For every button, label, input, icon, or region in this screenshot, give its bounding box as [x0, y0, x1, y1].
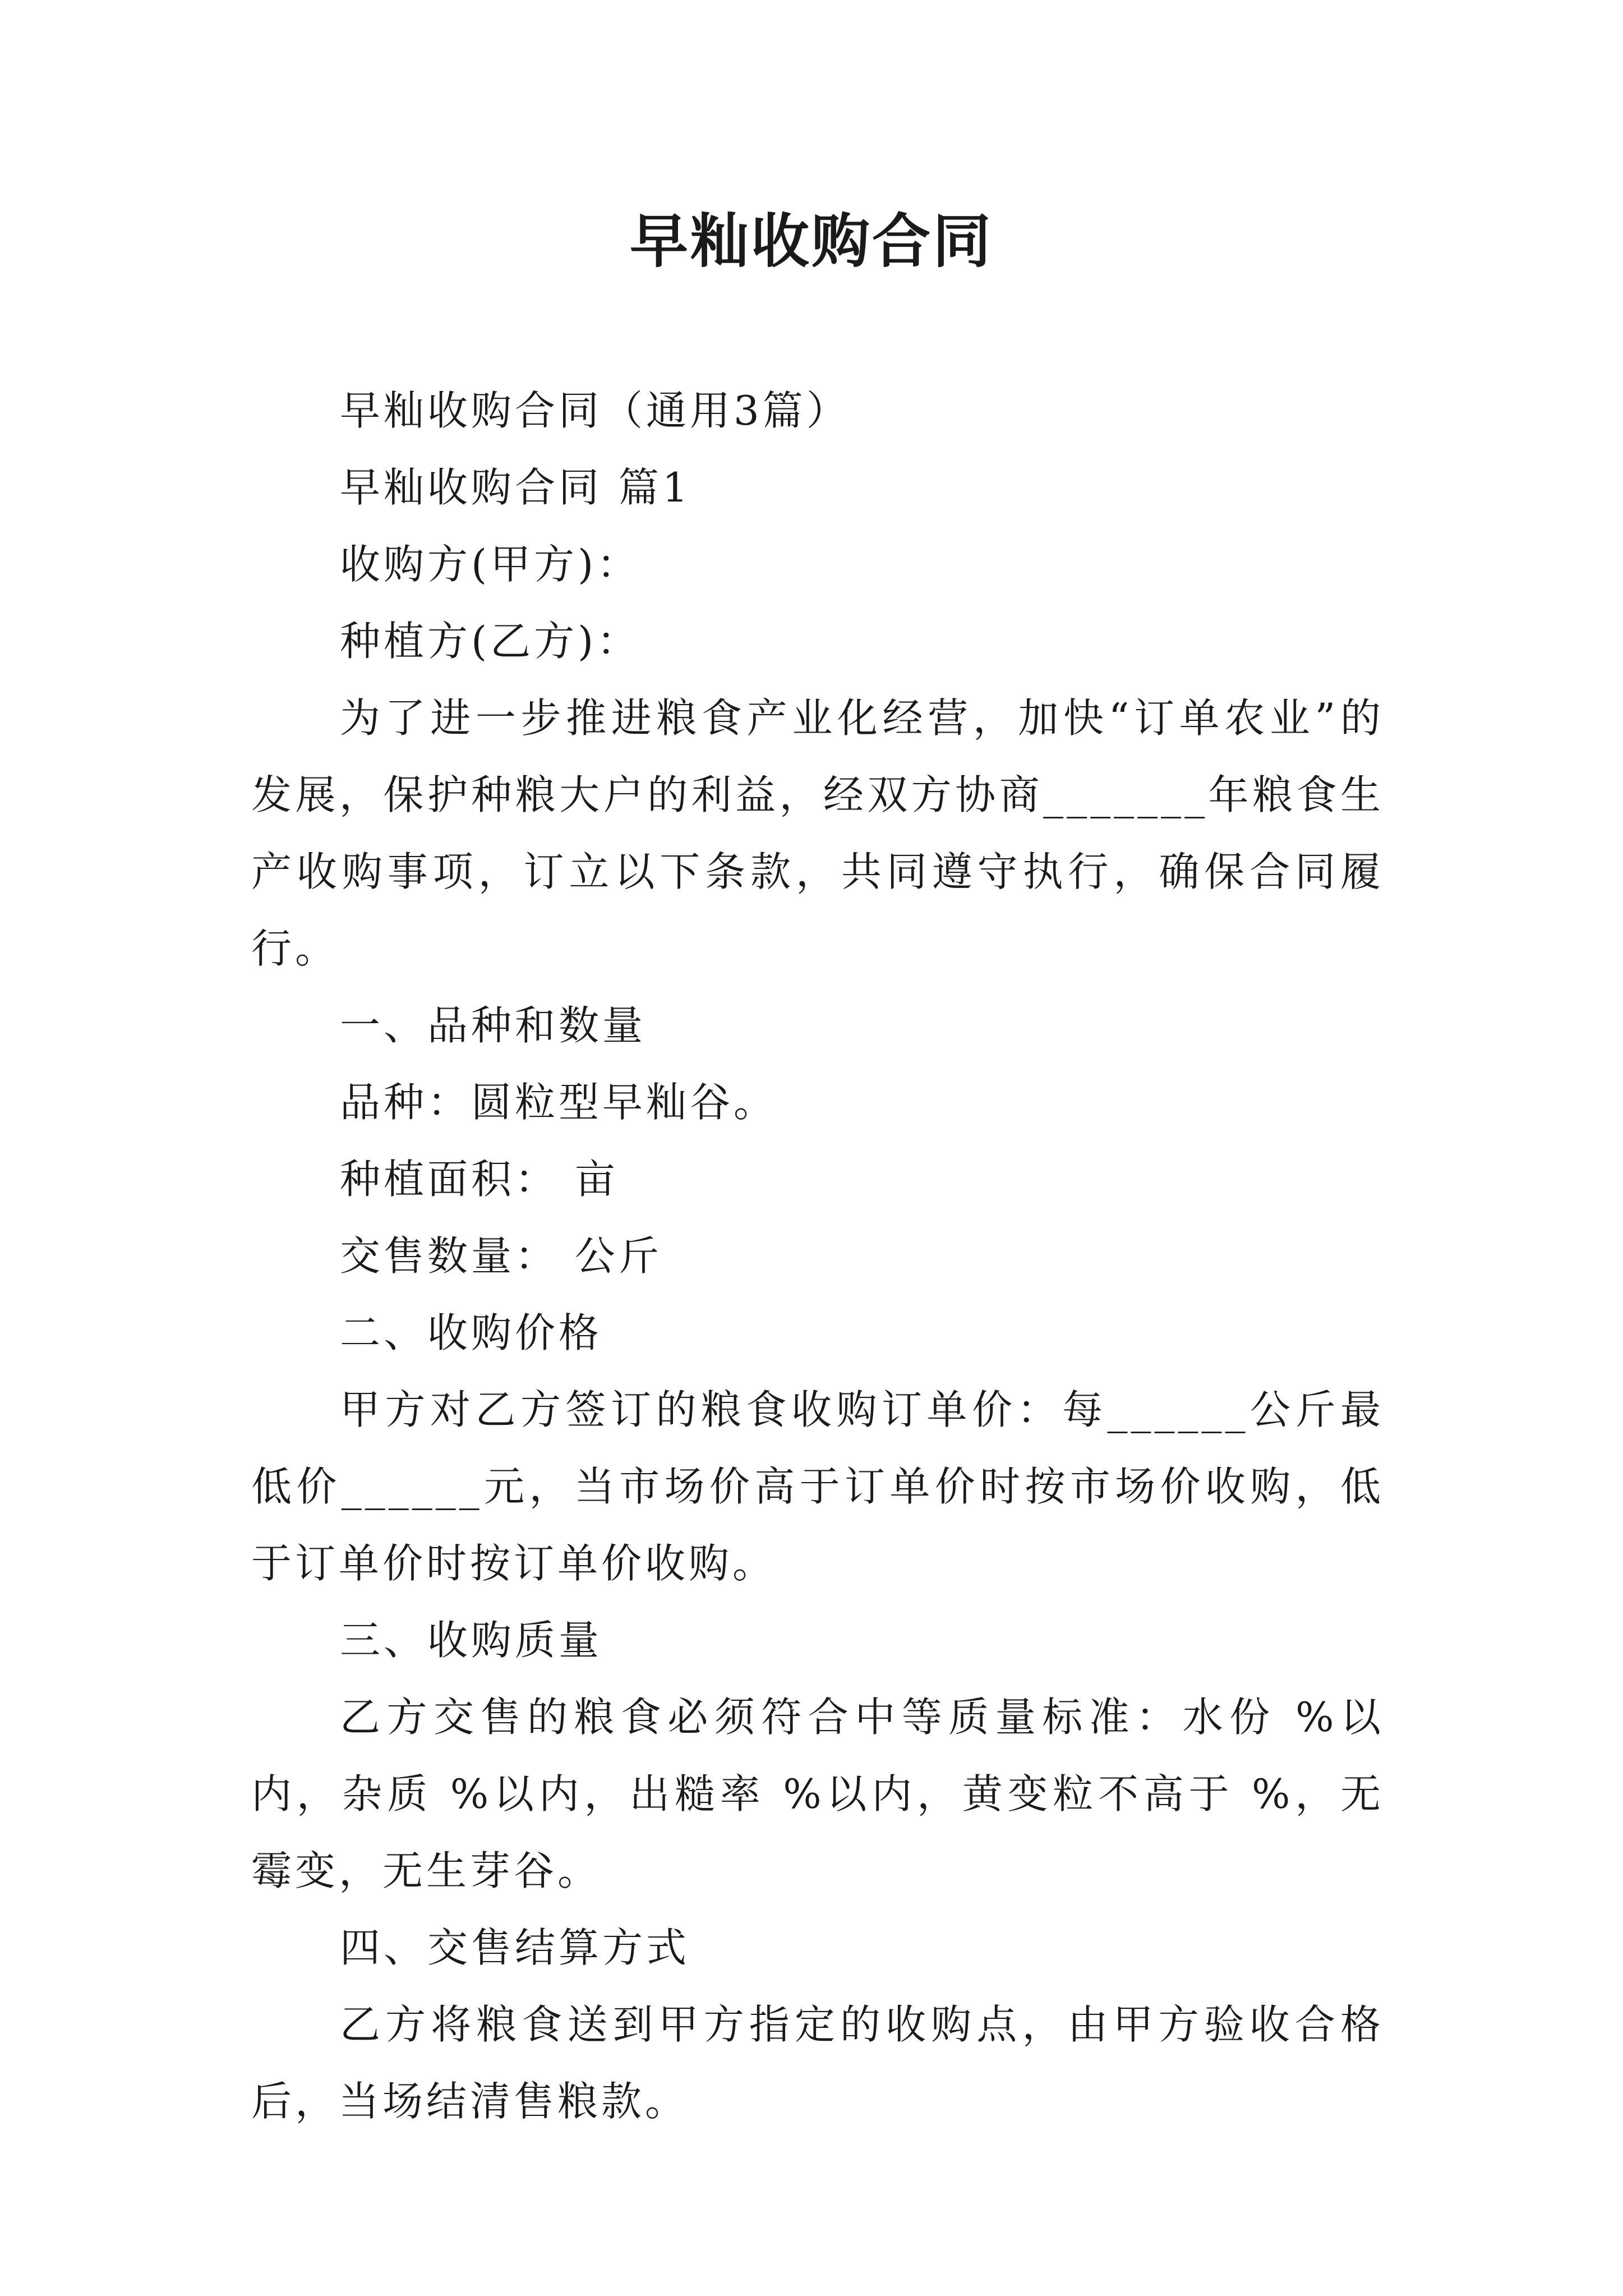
preamble-paragraph: 为了进一步推进粮食产业化经营，加快“订单农业”的发展，保护种粮大户的利益，经双方协商_______年粮食生产收购事项，订立以下条款，共同遵守执行，确保合同履行。	[251, 694, 1384, 972]
quality-paragraph: 乙方交售的粮食必须符合中等质量标准：水份 %以内，杂质 %以内，出糙率 %以内，黄变粒不高于 %，无霉变，无生芽谷。	[251, 1694, 1384, 1894]
sale-quantity-line: 交售数量： 公斤	[340, 1232, 662, 1280]
document-body	[251, 372, 1384, 2140]
party-a-line: 收购方(甲方)：	[340, 541, 641, 588]
document-title: 早籼收购合同	[629, 206, 993, 275]
settlement-paragraph: 乙方将粮食送到甲方指定的收购点，由甲方验收合格后，当场结清售粮款。	[251, 2001, 1384, 2125]
clause-heading-price: 二、收购价格	[340, 1309, 603, 1356]
section-heading-part1: 早籼收购合同 篇1	[340, 464, 691, 511]
planting-area-line: 种植面积： 亩	[340, 1156, 619, 1203]
subtitle-general: 早籼收购合同（通用3篇）	[340, 387, 850, 434]
variety-line: 品种：圆粒型早籼谷。	[340, 1079, 778, 1126]
party-b-line: 种植方(乙方)：	[340, 618, 641, 665]
price-paragraph: 甲方对乙方签订的粮食收购订单价：每______公斤最低价______元，当市场价高于订单价时按市场价收购，低于订单价时按订单价收购。	[251, 1386, 1384, 1587]
clause-heading-settlement: 四、交售结算方式	[340, 1924, 690, 1971]
clause-heading-quality: 三、收购质量	[340, 1617, 603, 1664]
clause-heading-variety: 一、品种和数量	[340, 1002, 647, 1049]
